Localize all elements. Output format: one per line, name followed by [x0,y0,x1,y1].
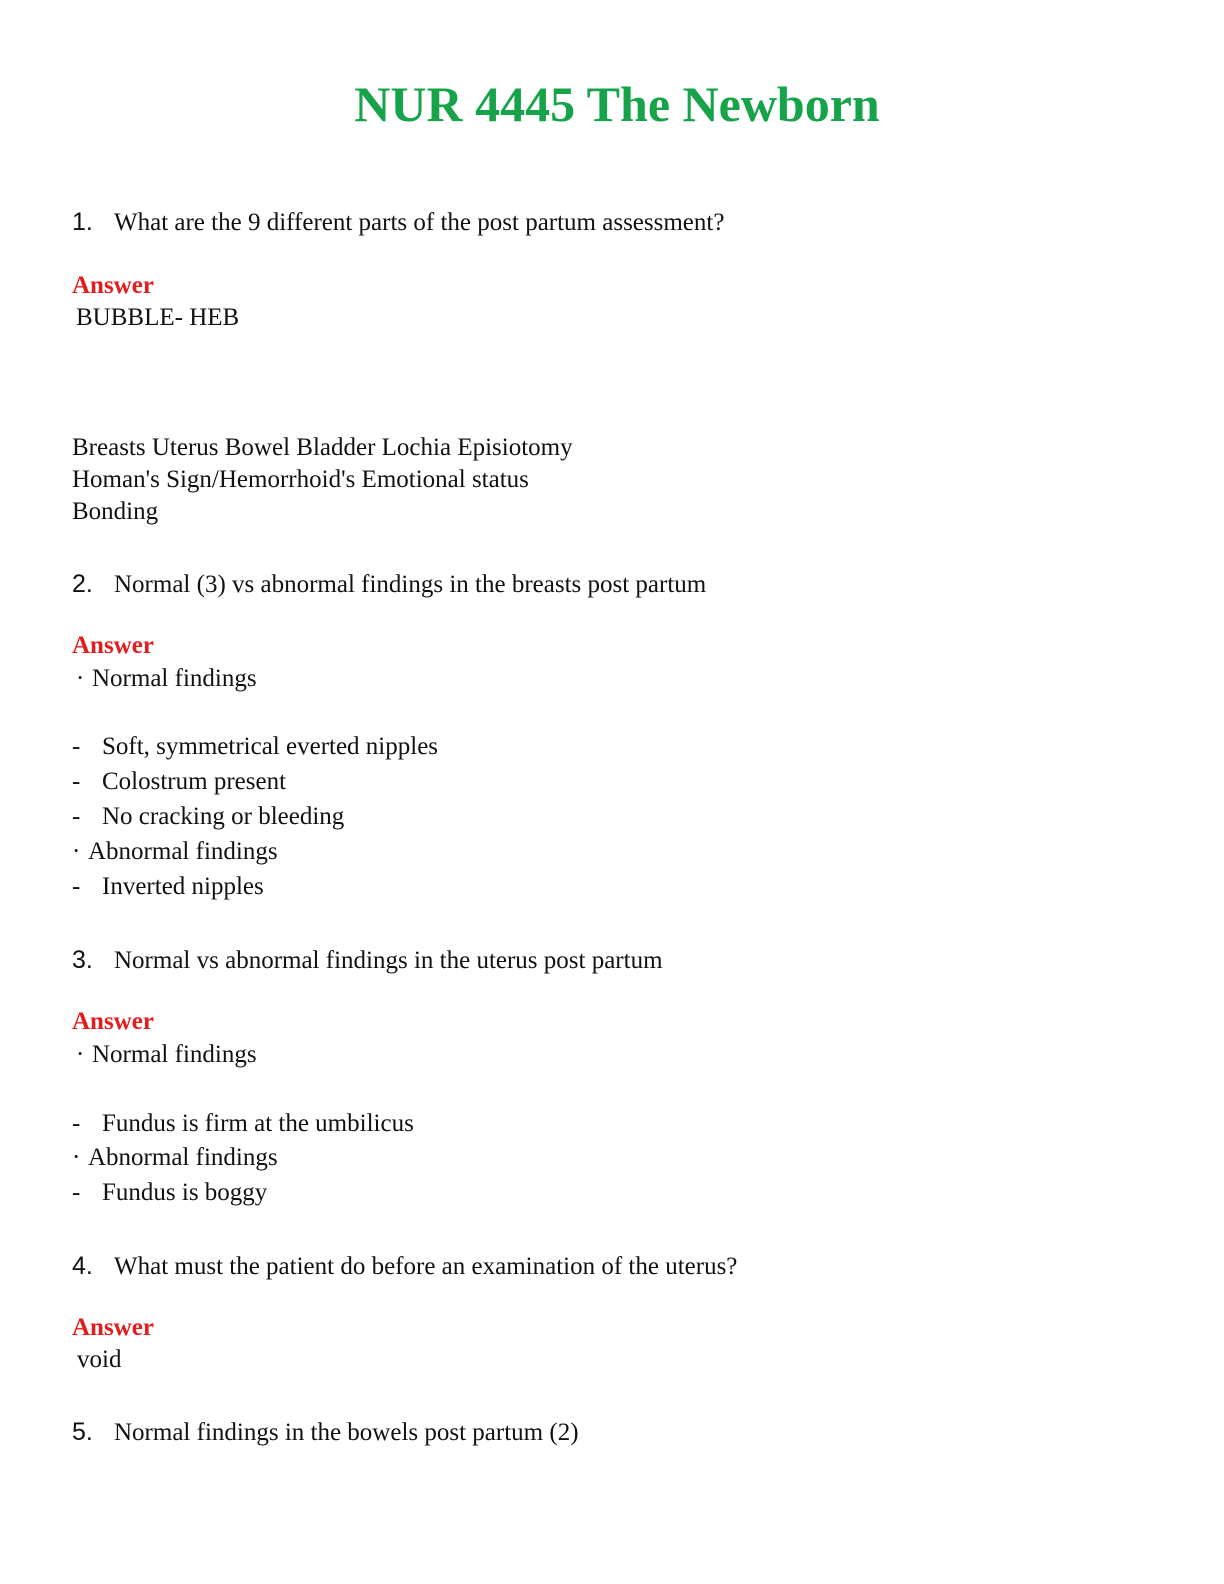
list-item: - Fundus is boggy [72,1177,267,1209]
answer-label: Answer [72,272,154,299]
dash-glyph: - [72,873,81,900]
list-item: - Inverted nipples [72,871,264,903]
answer-line: Breasts Uterus Bowel Bladder Lochia Episiotomy [72,434,573,461]
answer-label: Answer [72,1314,154,1341]
bullet-glyph: · [72,1144,81,1171]
answer-label: Answer [72,1008,154,1035]
question-4 [72,1250,737,1283]
dash-glyph: - [72,1110,81,1137]
question-number: 5. [72,1418,93,1446]
normal-findings-header: · Normal findings [76,663,257,695]
question-number: 3. [72,946,93,974]
dash-glyph: - [72,1179,81,1206]
answer-line: BUBBLE- HEB [76,304,240,331]
question-1 [72,206,724,239]
question-text: What are the 9 different parts of the post partum assessment? [114,209,725,236]
answer-line: Homan's Sign/Hemorrhoid's Emotional status [72,466,529,493]
answer-line: Bonding [72,498,159,525]
abnormal-findings-header: · Abnormal findings [72,836,278,868]
list-item: - No cracking or bleeding [72,801,344,833]
bullet-glyph: · [76,1041,85,1068]
question-number: 4. [72,1252,93,1280]
list-item: - Fundus is firm at the umbilicus [72,1108,414,1140]
answer-label: Answer [72,632,154,659]
question-2 [72,568,706,601]
question-number: 2. [72,570,93,598]
bullet-glyph: · [72,838,81,865]
list-item: - Soft, symmetrical everted nipples [72,731,438,763]
question-text: Normal (3) vs abnormal findings in the breasts post partum [114,571,707,598]
dash-glyph: - [72,733,81,760]
list-item: - Colostrum present [72,766,286,798]
question-3 [72,944,663,977]
question-5 [72,1416,579,1449]
question-text: Normal findings in the bowels post partum (2) [114,1419,579,1446]
normal-findings-header: · Normal findings [76,1039,257,1071]
answer-line: void [77,1346,122,1373]
question-number: 1. [72,208,93,236]
bullet-glyph: · [76,665,85,692]
question-text: What must the patient do before an examination of the uterus? [114,1253,738,1280]
abnormal-findings-header: · Abnormal findings [72,1142,278,1174]
document-title: NUR 4445 The Newborn [354,76,880,132]
dash-glyph: - [72,803,81,830]
dash-glyph: - [72,768,81,795]
question-text: Normal vs abnormal findings in the uterus post partum [114,947,663,974]
